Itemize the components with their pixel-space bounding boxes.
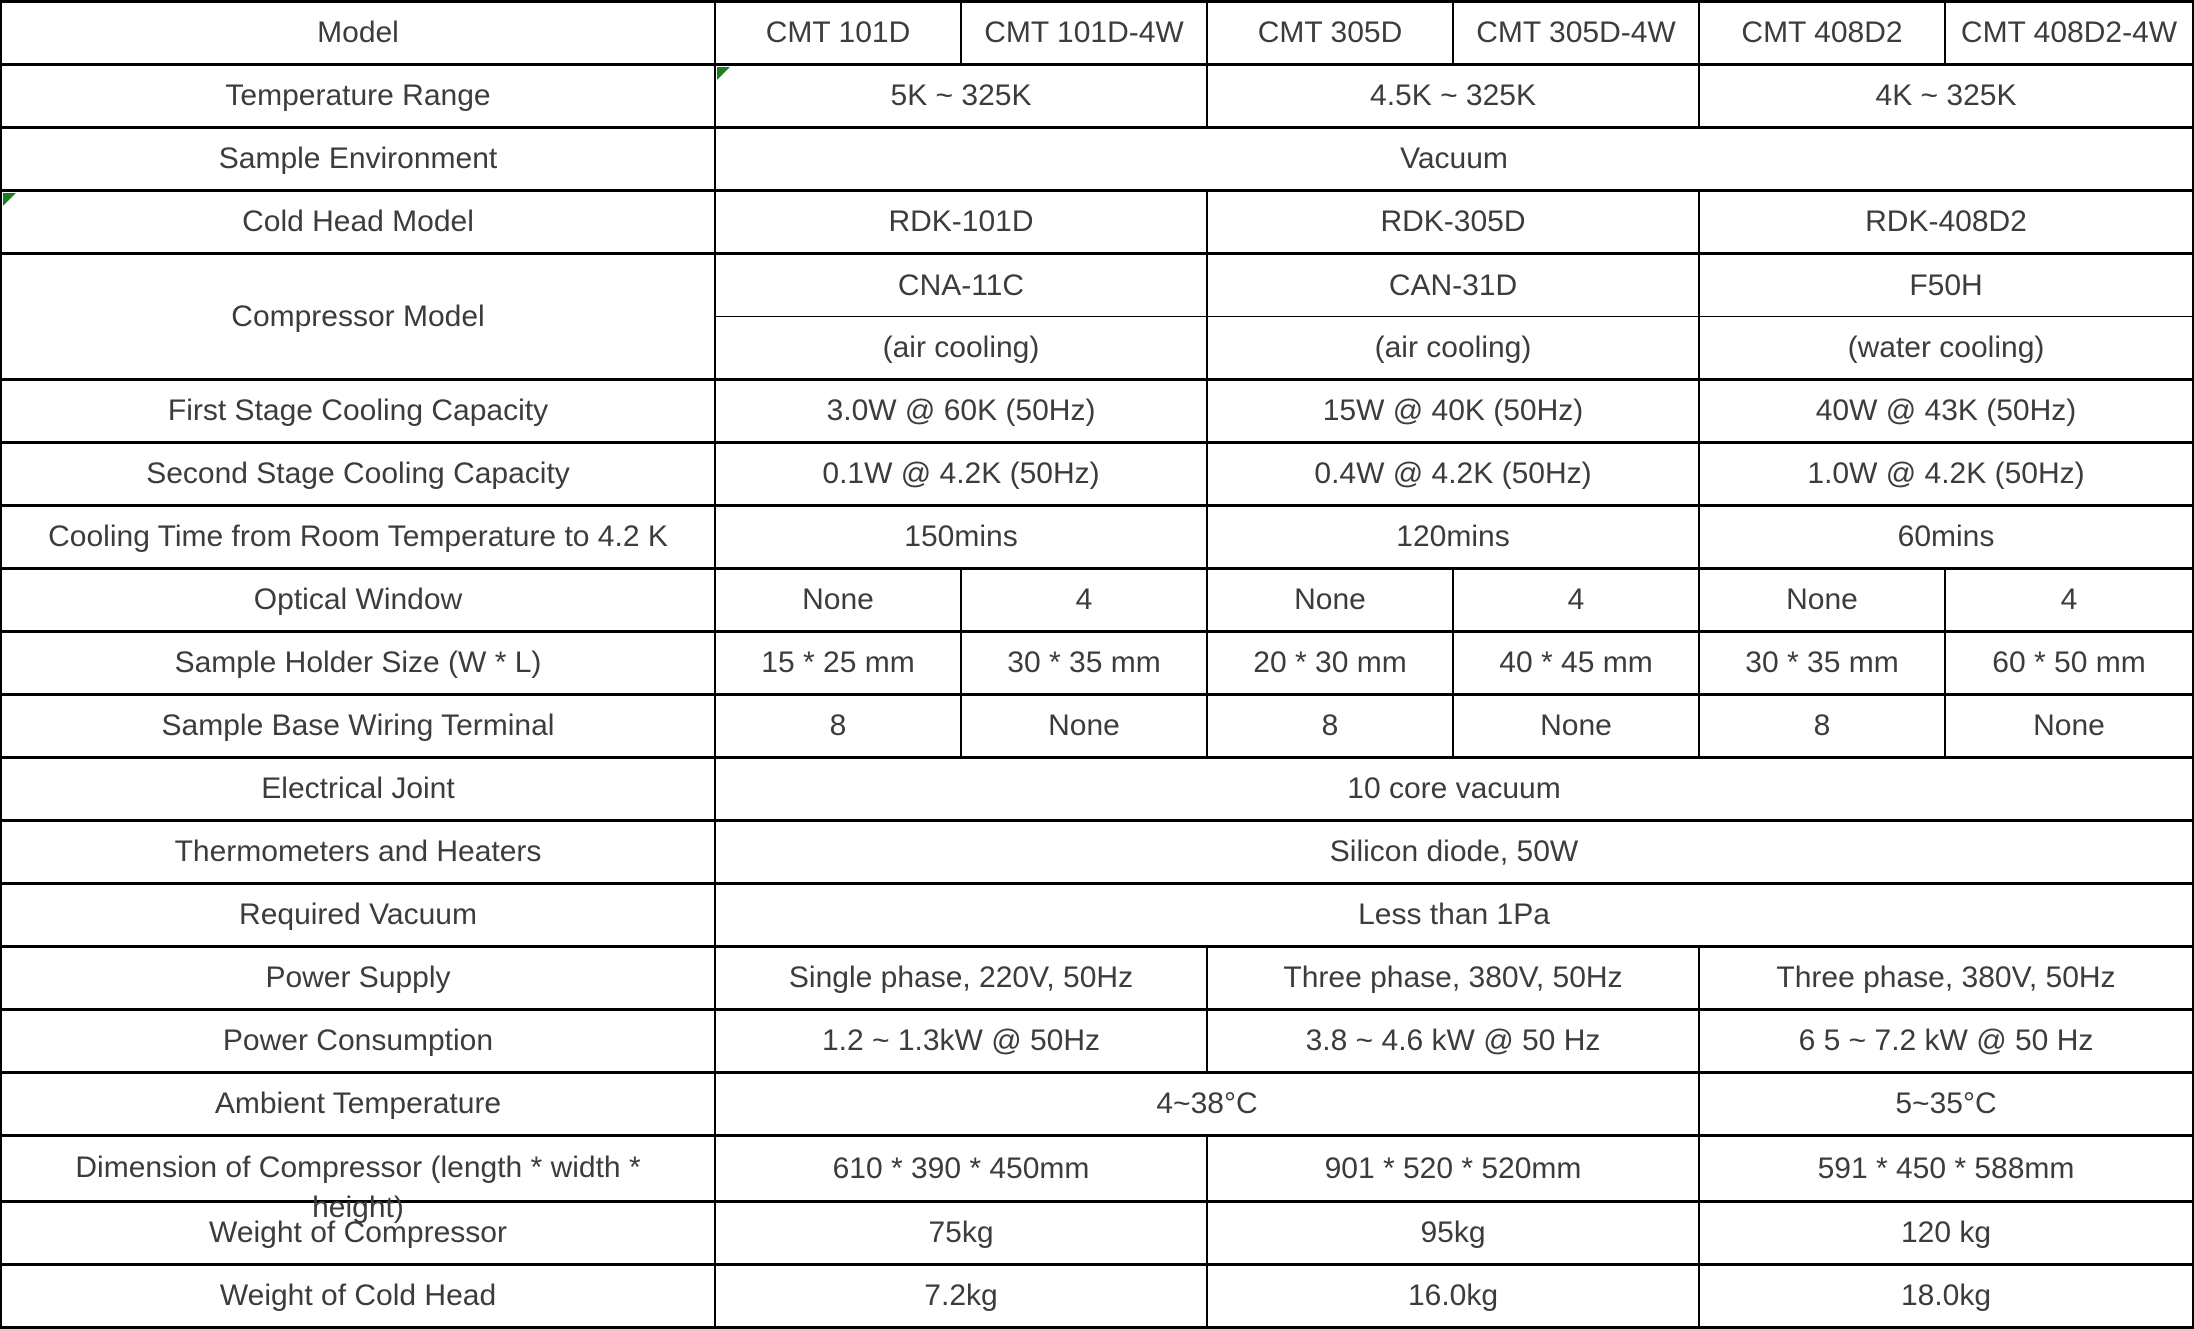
cell-first-stage-305d: 15W @ 40K (50Hz) — [1207, 380, 1699, 443]
cell-ambient-temperature-101d-305d: 4~38°C — [715, 1073, 1699, 1136]
cell-temperature-range-305d: 4.5K ~ 325K — [1207, 65, 1699, 128]
row-power-consumption — [1, 1010, 2193, 1073]
cell-model-header-label: Model — [1, 2, 715, 65]
cell-weight-cold-head-408d2: 18.0kg — [1699, 1265, 2193, 1328]
cell-sample-holder-305d-4w: 40 * 45 mm — [1453, 632, 1699, 695]
row-first-stage — [1, 380, 2193, 443]
cell-dimension-101d: 610 * 390 * 450mm — [715, 1136, 1207, 1202]
cell-optical-window-label: Optical Window — [1, 569, 715, 632]
cell-model-cmt-101d-4w: CMT 101D-4W — [961, 2, 1207, 65]
cell-sample-holder-101d-4w: 30 * 35 mm — [961, 632, 1207, 695]
cell-power-consumption-305d: 3.8 ~ 4.6 kW @ 50 Hz — [1207, 1010, 1699, 1073]
cell-model-cmt-305d-4w: CMT 305D-4W — [1453, 2, 1699, 65]
dimension-label-line2: height) — [312, 1191, 404, 1224]
cell-second-stage-label: Second Stage Cooling Capacity — [1, 443, 715, 506]
cell-optical-window-408d2-4w: 4 — [1945, 569, 2193, 632]
row-ambient-temperature — [1, 1073, 2193, 1136]
row-sample-base-wiring — [1, 695, 2193, 758]
cell-cold-head-101d: RDK-101D — [715, 191, 1207, 254]
cell-model-cmt-101d: CMT 101D — [715, 2, 961, 65]
cell-compressor-model-label: Compressor Model — [1, 254, 715, 380]
cell-wiring-408d2: 8 — [1699, 695, 1945, 758]
cell-temperature-range-101d-text: 5K ~ 325K — [890, 79, 1032, 112]
cell-sample-holder-408d2: 30 * 35 mm — [1699, 632, 1945, 695]
dimension-label-line1: Dimension of Compressor (length * width * — [75, 1151, 641, 1184]
cell-weight-cold-head-label: Weight of Cold Head — [1, 1265, 715, 1328]
cell-weight-cold-head-305d: 16.0kg — [1207, 1265, 1699, 1328]
cell-second-stage-408d2: 1.0W @ 4.2K (50Hz) — [1699, 443, 2193, 506]
cell-thermometers-label: Thermometers and Heaters — [1, 821, 715, 884]
cell-wiring-408d2-4w: None — [1945, 695, 2193, 758]
cell-electrical-joint-value: 10 core vacuum — [715, 758, 2193, 821]
cell-model-cmt-408d2-4w: CMT 408D2-4W — [1945, 2, 2193, 65]
cell-optical-window-305d-4w: 4 — [1453, 569, 1699, 632]
cell-power-consumption-101d: 1.2 ~ 1.3kW @ 50Hz — [715, 1010, 1207, 1073]
cell-wiring-305d: 8 — [1207, 695, 1453, 758]
row-weight-cold-head — [1, 1265, 2193, 1328]
cell-sample-environment-value: Vacuum — [715, 128, 2193, 191]
cell-first-stage-101d: 3.0W @ 60K (50Hz) — [715, 380, 1207, 443]
cell-compressor-408d2: F50H — [1699, 254, 2193, 317]
cell-weight-compressor-408d2: 120 kg — [1699, 1202, 2193, 1265]
cell-optical-window-408d2: None — [1699, 569, 1945, 632]
row-sample-environment — [1, 128, 2193, 191]
cell-dimension-408d2: 591 * 450 * 588mm — [1699, 1136, 2193, 1202]
row-thermometers-heaters — [1, 821, 2193, 884]
cell-ambient-temperature-408d2: 5~35°C — [1699, 1073, 2193, 1136]
cell-cooling-time-408d2: 60mins — [1699, 506, 2193, 569]
cell-cooling-time-305d: 120mins — [1207, 506, 1699, 569]
cell-power-supply-label: Power Supply — [1, 947, 715, 1010]
cell-sample-environment-label: Sample Environment — [1, 128, 715, 191]
cell-sample-holder-label: Sample Holder Size (W * L) — [1, 632, 715, 695]
cell-weight-compressor-label: Weight of Compressor — [1, 1202, 715, 1265]
cell-cold-head-305d: RDK-305D — [1207, 191, 1699, 254]
cell-compressor-101d: CNA-11C — [715, 254, 1207, 317]
cell-optical-window-305d: None — [1207, 569, 1453, 632]
cell-cold-head-408d2: RDK-408D2 — [1699, 191, 2193, 254]
cell-first-stage-408d2: 40W @ 43K (50Hz) — [1699, 380, 2193, 443]
cell-sample-holder-305d: 20 * 30 mm — [1207, 632, 1453, 695]
cell-thermometers-value: Silicon diode, 50W — [715, 821, 2193, 884]
cell-optical-window-101d: None — [715, 569, 961, 632]
row-cold-head-model — [1, 191, 2193, 254]
cell-cold-head-model-label-text: Cold Head Model — [242, 205, 474, 238]
cell-weight-cold-head-101d: 7.2kg — [715, 1265, 1207, 1328]
cell-first-stage-label: First Stage Cooling Capacity — [1, 380, 715, 443]
row-cooling-time — [1, 506, 2193, 569]
cell-compressor-305d: CAN-31D — [1207, 254, 1699, 317]
cell-required-vacuum-label: Required Vacuum — [1, 884, 715, 947]
row-power-supply — [1, 947, 2193, 1010]
row-required-vacuum — [1, 884, 2193, 947]
row-sample-holder-size — [1, 632, 2193, 695]
cell-weight-compressor-305d: 95kg — [1207, 1202, 1699, 1265]
row-model-header — [1, 2, 2193, 65]
cell-power-supply-408d2: Three phase, 380V, 50Hz — [1699, 947, 2193, 1010]
cell-compressor-cooling-305d: (air cooling) — [1207, 317, 1699, 380]
cell-power-consumption-408d2: 6 5 ~ 7.2 kW @ 50 Hz — [1699, 1010, 2193, 1073]
cell-compressor-cooling-408d2: (water cooling) — [1699, 317, 2193, 380]
cell-sample-holder-408d2-4w: 60 * 50 mm — [1945, 632, 2193, 695]
cell-wiring-305d-4w: None — [1453, 695, 1699, 758]
cell-temperature-range-101d — [715, 65, 1207, 128]
cell-cold-head-model-label — [1, 191, 715, 254]
cell-wiring-101d: 8 — [715, 695, 961, 758]
cell-model-cmt-305d: CMT 305D — [1207, 2, 1453, 65]
row-optical-window — [1, 569, 2193, 632]
comment-marker-icon — [3, 193, 16, 206]
cell-sample-base-wiring-label: Sample Base Wiring Terminal — [1, 695, 715, 758]
row-compressor-model — [1, 254, 2193, 317]
cell-sample-holder-101d: 15 * 25 mm — [715, 632, 961, 695]
cell-dimension-label — [1, 1136, 715, 1224]
row-second-stage — [1, 443, 2193, 506]
cell-wiring-101d-4w: None — [961, 695, 1207, 758]
cell-power-supply-305d: Three phase, 380V, 50Hz — [1207, 947, 1699, 1010]
cell-cooling-time-101d: 150mins — [715, 506, 1207, 569]
cell-electrical-joint-label: Electrical Joint — [1, 758, 715, 821]
comment-marker-icon — [717, 67, 730, 80]
cell-dimension-305d: 901 * 520 * 520mm — [1207, 1136, 1699, 1202]
cell-ambient-temperature-label: Ambient Temperature — [1, 1073, 715, 1136]
cell-temperature-range-408d2: 4K ~ 325K — [1699, 65, 2193, 128]
cell-power-consumption-label: Power Consumption — [1, 1010, 715, 1073]
cell-required-vacuum-value: Less than 1Pa — [715, 884, 2193, 947]
cell-compressor-cooling-101d: (air cooling) — [715, 317, 1207, 380]
cell-temperature-range-label: Temperature Range — [1, 65, 715, 128]
row-temperature-range — [1, 65, 2193, 128]
row-dimension-compressor — [1, 1136, 2193, 1202]
cell-second-stage-101d: 0.1W @ 4.2K (50Hz) — [715, 443, 1207, 506]
cell-optical-window-101d-4w: 4 — [961, 569, 1207, 632]
cell-model-cmt-408d2: CMT 408D2 — [1699, 2, 1945, 65]
cell-power-supply-101d: Single phase, 220V, 50Hz — [715, 947, 1207, 1010]
row-electrical-joint — [1, 758, 2193, 821]
cell-cooling-time-label: Cooling Time from Room Temperature to 4.2 K — [1, 506, 715, 569]
dimension-label-clipped-text — [6, 1137, 710, 1224]
cell-weight-compressor-101d: 75kg — [715, 1202, 1207, 1265]
cell-second-stage-305d: 0.4W @ 4.2K (50Hz) — [1207, 443, 1699, 506]
